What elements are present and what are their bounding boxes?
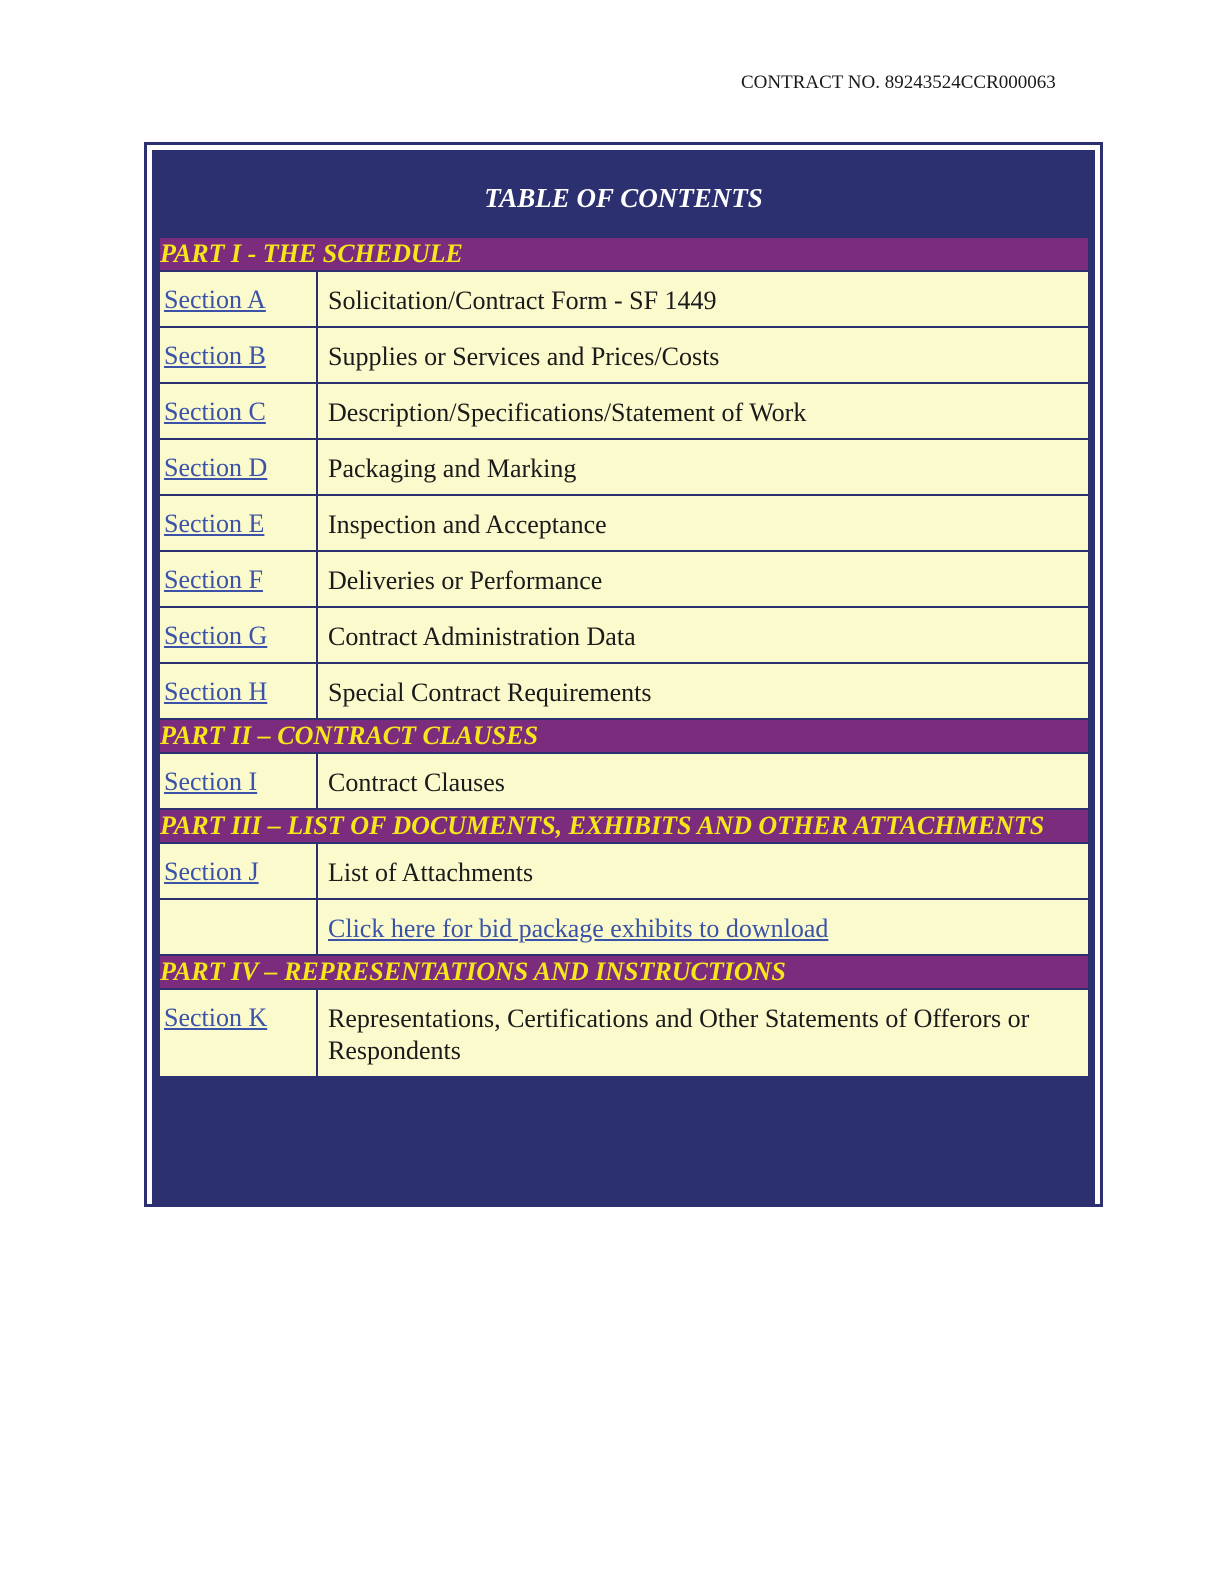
table-row: [159, 663, 1089, 719]
section-i-description: Contract Clauses: [328, 768, 505, 797]
part-header-row: [159, 719, 1089, 753]
section-f-link[interactable]: Section F: [164, 565, 263, 594]
section-d-link[interactable]: Section D: [164, 453, 268, 482]
table-row: [159, 271, 1089, 327]
section-a-description: Solicitation/Contract Form - SF 1449: [328, 286, 717, 315]
section-h-link[interactable]: Section H: [164, 677, 268, 706]
empty-section-cell: [159, 899, 317, 955]
part-header-row: [159, 237, 1089, 271]
section-k-description: Representations, Certifications and Other Statements of Offerors or Respondents: [328, 1004, 1030, 1065]
toc-table: [158, 236, 1090, 1078]
section-f-description: Deliveries or Performance: [328, 566, 603, 595]
table-row: [159, 607, 1089, 663]
section-c-description: Description/Specifications/Statement of Work: [328, 398, 807, 427]
part-iii-title: PART III – LIST OF DOCUMENTS, EXHIBITS AND OTHER ATTACHMENTS: [159, 809, 1089, 843]
table-row: [159, 383, 1089, 439]
section-b-link[interactable]: Section B: [164, 341, 266, 370]
table-of-contents: [152, 150, 1095, 1207]
section-h-description: Special Contract Requirements: [328, 678, 652, 707]
part-header-row: [159, 955, 1089, 989]
part-i-title: PART I - THE SCHEDULE: [159, 237, 1089, 271]
section-j-description: List of Attachments: [328, 858, 534, 887]
table-row: [159, 327, 1089, 383]
table-row: [159, 551, 1089, 607]
bid-package-exhibits-link[interactable]: Click here for bid package exhibits to download: [328, 914, 829, 943]
section-g-link[interactable]: Section G: [164, 621, 268, 650]
section-e-link[interactable]: Section E: [164, 509, 265, 538]
section-j-link[interactable]: Section J: [164, 857, 259, 886]
section-k-link[interactable]: Section K: [164, 1003, 268, 1032]
table-row: [159, 495, 1089, 551]
section-i-link[interactable]: Section I: [164, 767, 258, 796]
toc-title: TABLE OF CONTENTS: [156, 150, 1091, 236]
section-a-link[interactable]: Section A: [164, 285, 266, 314]
table-row: [159, 843, 1089, 899]
contract-number: CONTRACT NO. 89243524CCR000063: [741, 72, 1056, 93]
table-row: [159, 989, 1089, 1077]
table-row: [159, 753, 1089, 809]
section-e-description: Inspection and Acceptance: [328, 510, 607, 539]
part-ii-title: PART II – CONTRACT CLAUSES: [159, 719, 1089, 753]
section-g-description: Contract Administration Data: [328, 622, 636, 651]
section-b-description: Supplies or Services and Prices/Costs: [328, 342, 720, 371]
part-iv-title: PART IV – REPRESENTATIONS AND INSTRUCTIONS: [159, 955, 1089, 989]
section-d-description: Packaging and Marking: [328, 454, 577, 483]
table-row: [159, 439, 1089, 495]
part-header-row: [159, 809, 1089, 843]
table-row: [159, 899, 1089, 955]
table-of-contents-frame: [144, 142, 1103, 1207]
section-c-link[interactable]: Section C: [164, 397, 266, 426]
